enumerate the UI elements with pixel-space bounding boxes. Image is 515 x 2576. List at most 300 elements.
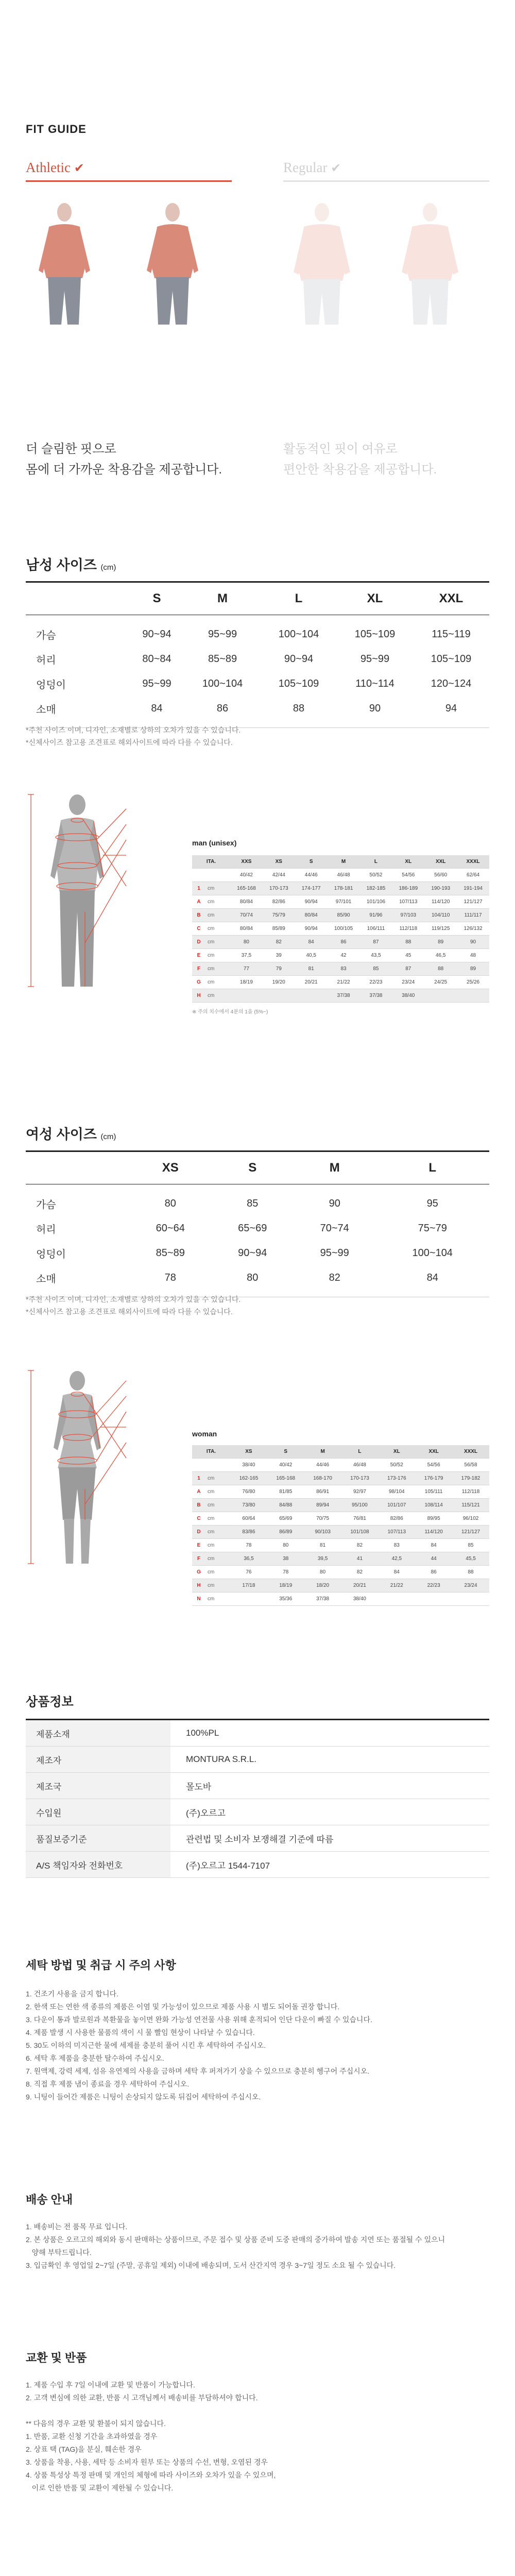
measure-key: G — [192, 976, 205, 989]
regular-fit-figures — [283, 201, 489, 330]
cell: 111/117 — [457, 909, 489, 922]
measure-unit: cm — [205, 922, 230, 936]
cell — [378, 1592, 415, 1606]
cell: 44/46 — [295, 869, 328, 882]
cell: 38/40 — [341, 1592, 379, 1606]
list-item — [26, 2404, 479, 2417]
cell: 88 — [392, 936, 424, 949]
cell: 90 — [337, 696, 413, 728]
row-label: 소매 — [26, 696, 129, 728]
athletic-desc-line1: 더 슬림한 핏으로 — [26, 442, 116, 456]
cell: 105/111 — [415, 1485, 452, 1499]
info-key: 제조국 — [26, 1773, 170, 1799]
cell: 21/22 — [378, 1579, 415, 1592]
cell: 78 — [230, 1539, 267, 1552]
cell: 112/118 — [452, 1485, 489, 1499]
header-cell: XXL — [424, 855, 457, 869]
cell: 170-173 — [263, 882, 295, 895]
table-row — [192, 869, 489, 882]
men-size-header: S — [129, 582, 184, 615]
cell — [452, 1592, 489, 1606]
athletic-fit-figures — [26, 201, 232, 330]
cell: 84 — [295, 936, 328, 949]
check-icon: ✔ — [74, 161, 84, 175]
cell: 165-168 — [267, 1472, 304, 1485]
cell: 85/89 — [263, 922, 295, 936]
men-size-header: XXL — [413, 582, 489, 615]
cell: 90/94 — [295, 895, 328, 909]
table-row — [192, 1499, 489, 1512]
cell: 174-177 — [295, 882, 328, 895]
cell: 108/114 — [415, 1499, 452, 1512]
cell: 121/127 — [457, 895, 489, 909]
men-size-unit: (cm) — [100, 563, 116, 572]
cell: 84 — [129, 696, 184, 728]
cell: 84 — [378, 1566, 415, 1579]
cell: 23/24 — [452, 1579, 489, 1592]
cell: 176-179 — [415, 1472, 452, 1485]
exchange-title: 교환 및 반품 — [26, 2351, 87, 2364]
list-item: 1. 건조기 사용을 금지 합니다. — [26, 1990, 118, 1998]
cell: 40,5 — [295, 949, 328, 962]
cell: 90 — [329, 1197, 340, 1209]
cell: 83/86 — [230, 1526, 267, 1539]
cell: 44/46 — [304, 1459, 341, 1472]
women-size-header: S — [211, 1151, 293, 1184]
table-row — [26, 1773, 489, 1799]
cell: 97/101 — [328, 895, 360, 909]
list-item: 1. 제품 수입 후 7일 이내에 교환 및 반품이 가능합니다. — [26, 2381, 195, 2389]
measure-unit: cm — [205, 1552, 230, 1566]
care-title: 세탁 방법 및 취급 시 주의 사항 — [26, 1959, 176, 1972]
women-measure-table — [192, 1445, 489, 1606]
cell: 38 — [267, 1552, 304, 1566]
note-line: *주천 사이즈 이며, 디자인, 소재별로 상하의 오차가 있을 수 있습니다. — [26, 726, 241, 734]
regular-description — [283, 439, 437, 480]
cell: 105~109 — [354, 628, 396, 640]
list-item: 4. 제품 발생 시 사용한 물품의 색이 시 물 빨임 현상이 나타날 수 있습니다. — [26, 2028, 255, 2037]
cell: 104/110 — [424, 909, 457, 922]
header-cell: ITA. — [192, 855, 230, 869]
header-cell: S — [267, 1445, 304, 1459]
cell: 20/21 — [341, 1579, 379, 1592]
info-key: 제조자 — [26, 1747, 170, 1773]
table-row — [192, 895, 489, 909]
header-cell: M — [304, 1445, 341, 1459]
measure-unit: cm — [205, 1499, 230, 1512]
measure-unit: cm — [205, 949, 230, 962]
cell: 89/95 — [415, 1512, 452, 1526]
table-row — [192, 962, 489, 976]
row-label: 소매 — [26, 1265, 129, 1297]
cell: 84/88 — [267, 1499, 304, 1512]
women-size-notes — [26, 1293, 241, 1318]
cell: 95~99 — [320, 1247, 349, 1259]
tab-athletic-underline — [26, 180, 232, 182]
info-value: MONTURA S.R.L. — [170, 1747, 489, 1773]
cell: 50/52 — [378, 1459, 415, 1472]
cell: 60/64 — [230, 1512, 267, 1526]
cell: 86 — [184, 696, 261, 728]
cell: 88 — [452, 1566, 489, 1579]
list-item: 양해 부탁드립니다. — [26, 2248, 92, 2257]
info-key: 수입원 — [26, 1799, 170, 1825]
cell: 100~104 — [202, 677, 243, 689]
women-size-header-row — [26, 1151, 489, 1184]
athletic-back-figure — [147, 203, 198, 325]
header-cell: M — [328, 855, 360, 869]
cell: 101/106 — [360, 895, 392, 909]
measure-unit: cm — [205, 976, 230, 989]
cell: 37/38 — [304, 1592, 341, 1606]
row-label: 허리 — [36, 1224, 56, 1235]
cell: 39,5 — [304, 1552, 341, 1566]
men-size-title-text: 남성 사이즈 — [26, 557, 97, 573]
cell: 42 — [328, 949, 360, 962]
header-cell: XXXL — [452, 1445, 489, 1459]
athletic-desc-line2: 몸에 더 가까운 착용감을 제공합니다. — [26, 463, 222, 477]
cell: 40/42 — [267, 1459, 304, 1472]
cell: 89 — [457, 962, 489, 976]
info-key: 제품소재 — [26, 1720, 170, 1747]
cell: 168-170 — [304, 1472, 341, 1485]
athletic-description — [26, 439, 222, 480]
cell: 80/84 — [295, 909, 328, 922]
list-item: 8. 직접 후 제품 냄이 종료을 경우 세탁하여 주십시오. — [26, 2080, 190, 2088]
cell: 83 — [378, 1539, 415, 1552]
women-size-table — [26, 1150, 489, 1297]
women-size-header: M — [294, 1151, 375, 1184]
measure-key: G — [192, 1566, 205, 1579]
measure-unit: cm — [205, 962, 230, 976]
table-row — [192, 949, 489, 962]
cell: 42,5 — [378, 1552, 415, 1566]
cell: 97/103 — [392, 909, 424, 922]
note-line: *신체사이즈 참고용 조견표로 해외사이트에 따라 다를 수 있습니다. — [26, 1308, 233, 1316]
cell — [230, 989, 263, 1003]
men-size-title — [26, 554, 116, 574]
cell: 44 — [415, 1552, 452, 1566]
cell: 65/69 — [267, 1512, 304, 1526]
header-cell: XL — [378, 1445, 415, 1459]
cell: 40/42 — [230, 869, 263, 882]
cell: 17/18 — [230, 1579, 267, 1592]
cell: 85/90 — [328, 909, 360, 922]
tab-athletic-label: Athletic — [26, 160, 71, 175]
cell: 43,5 — [360, 949, 392, 962]
cell: 182-185 — [360, 882, 392, 895]
cell: 90~94 — [238, 1247, 267, 1259]
measure-key: B — [192, 909, 205, 922]
women-size-title-text: 여성 사이즈 — [26, 1127, 97, 1142]
cell: 54/56 — [392, 869, 424, 882]
measure-key: 1 — [192, 882, 205, 895]
women-size-header: L — [375, 1151, 489, 1184]
table-row — [26, 1852, 489, 1878]
cell: 112/118 — [392, 922, 424, 936]
header-cell: S — [295, 855, 328, 869]
table-row — [26, 1720, 489, 1747]
cell: 89 — [424, 936, 457, 949]
table-row — [192, 909, 489, 922]
measure-key: E — [192, 1539, 205, 1552]
cell: 80 — [304, 1566, 341, 1579]
info-value: 몰도바 — [170, 1773, 489, 1799]
product-info-table — [26, 1719, 489, 1878]
info-key: 품질보증기준 — [26, 1825, 170, 1852]
info-key: A/S 책임자와 전화번호 — [26, 1852, 170, 1878]
cell: 37,5 — [230, 949, 263, 962]
list-item: ** 다음의 경우 교환 및 환불이 되지 않습니다. — [26, 2419, 166, 2428]
table-row — [26, 1216, 489, 1241]
cell — [424, 989, 457, 1003]
cell: 76/80 — [230, 1485, 267, 1499]
note-line: *주천 사이즈 이며, 디자인, 소재별로 상하의 오차가 있을 수 있습니다. — [26, 1295, 241, 1303]
measure-key: F — [192, 1552, 205, 1566]
table-row — [192, 1592, 489, 1606]
list-item: 7. 원액제, 강력 세제, 섬유 유연제의 사용을 금하며 세탁 후 퍼져가기 상을 수 있으므로 충분히 헹구어 주십시오. — [26, 2067, 370, 2075]
measure-unit: cm — [205, 1472, 230, 1485]
cell: 84 — [375, 1265, 489, 1297]
cell — [457, 989, 489, 1003]
cell: 82 — [341, 1539, 379, 1552]
table-row — [192, 1539, 489, 1552]
cell: 18/20 — [304, 1579, 341, 1592]
exchange-list — [26, 2379, 479, 2495]
cell: 78 — [267, 1566, 304, 1579]
cell: 38/40 — [392, 989, 424, 1003]
cell: 76 — [230, 1566, 267, 1579]
list-item: 9. 니팅이 들어간 제품은 니팅이 손상되지 않도록 뒤집어 세탁하여 주십시오. — [26, 2093, 261, 2101]
table-row — [26, 671, 489, 696]
row-label: 엉덩이 — [36, 679, 66, 691]
cell: 56/60 — [424, 869, 457, 882]
cell: 38/40 — [230, 1459, 267, 1472]
cell — [192, 869, 230, 882]
cell: 170-173 — [341, 1472, 379, 1485]
measure-unit: cm — [205, 909, 230, 922]
cell: 22/23 — [415, 1579, 452, 1592]
measure-key: H — [192, 989, 205, 1003]
cell: 46/48 — [341, 1459, 379, 1472]
cell — [192, 1459, 230, 1472]
cell: 100~104 — [278, 628, 319, 640]
cell: 96/102 — [452, 1512, 489, 1526]
cell: 78 — [129, 1265, 211, 1297]
table-row — [192, 1512, 489, 1526]
check-icon: ✔ — [331, 161, 341, 175]
cell: 95/100 — [341, 1499, 379, 1512]
cell: 19/20 — [263, 976, 295, 989]
delivery-title: 배송 안내 — [26, 2193, 73, 2206]
cell: 81 — [295, 962, 328, 976]
cell: 75~79 — [418, 1222, 447, 1234]
table-row — [26, 647, 489, 671]
measure-unit: cm — [205, 1579, 230, 1592]
cell: 191-194 — [457, 882, 489, 895]
cell: 80/84 — [230, 922, 263, 936]
cell: 105~109 — [431, 653, 472, 665]
cell: 88 — [261, 696, 337, 728]
tab-athletic[interactable] — [26, 160, 84, 176]
cell: 95~99 — [208, 628, 237, 640]
table-row — [192, 1579, 489, 1592]
cell: 79 — [263, 962, 295, 976]
cell: 165-168 — [230, 882, 263, 895]
cell: 45,5 — [452, 1552, 489, 1566]
cell: 114/120 — [424, 895, 457, 909]
cell: 86/89 — [267, 1526, 304, 1539]
delivery-list — [26, 2221, 479, 2272]
table-row — [26, 1747, 489, 1773]
measure-key: H — [192, 1579, 205, 1592]
regular-front-figure — [294, 203, 350, 325]
men-measure-table — [192, 855, 489, 1003]
care-list — [26, 1988, 479, 2104]
cell: 85 — [360, 962, 392, 976]
women-size-header-blank — [26, 1151, 129, 1184]
men-size-header-blank — [26, 582, 129, 615]
cell: 21/22 — [328, 976, 360, 989]
list-item: 2. 고객 변심에 의한 교환, 반품 시 고객님께서 배송비를 부담하셔야 합니다. — [26, 2394, 258, 2402]
cell: 106/111 — [360, 922, 392, 936]
table-row — [26, 615, 489, 647]
cell — [415, 1592, 452, 1606]
cell: 186-189 — [392, 882, 424, 895]
athletic-front-figure — [39, 203, 90, 325]
cell: 98/104 — [378, 1485, 415, 1499]
cell: 86 — [415, 1566, 452, 1579]
table-row — [192, 1472, 489, 1485]
cell: 107/113 — [378, 1526, 415, 1539]
table-row — [192, 882, 489, 895]
list-item: 1. 반품, 교환 신청 기간을 초과하였을 경우 — [26, 2432, 158, 2441]
table-row — [26, 1184, 489, 1216]
measure-unit: cm — [205, 1485, 230, 1499]
measure-unit: cm — [205, 936, 230, 949]
measure-key: B — [192, 1499, 205, 1512]
info-value: 관련법 및 소비자 보쟁해결 기준에 따름 — [170, 1825, 489, 1852]
cell: 41 — [341, 1552, 379, 1566]
list-item: 이로 인한 반품 및 교환이 제한될 수 있습니다. — [26, 2484, 174, 2492]
cell: 94 — [413, 696, 489, 728]
list-item: 3. 상품을 착용, 사용, 세탁 등 소비자 원부 또는 상품의 수선, 변형, 오염된 경우 — [26, 2458, 268, 2466]
cell: 88 — [424, 962, 457, 976]
measure-unit: cm — [205, 1539, 230, 1552]
cell: 50/52 — [360, 869, 392, 882]
cell: 162-165 — [230, 1472, 267, 1485]
cell: 82 — [263, 936, 295, 949]
women-chart-title: woman — [192, 1430, 217, 1438]
cell: 179-182 — [452, 1472, 489, 1485]
cell: 70~74 — [320, 1222, 349, 1234]
cell: 91/96 — [360, 909, 392, 922]
men-size-header-row — [26, 582, 489, 615]
cell: 60~64 — [156, 1222, 185, 1234]
measure-key: A — [192, 895, 205, 909]
cell: 36,5 — [230, 1552, 267, 1566]
cell: 115~119 — [432, 628, 471, 640]
cell: 89/94 — [304, 1499, 341, 1512]
cell: 42/44 — [263, 869, 295, 882]
cell: 70/75 — [304, 1512, 341, 1526]
measure-key: F — [192, 962, 205, 976]
product-info-title: 상품정보 — [26, 1695, 74, 1709]
cell: 81/85 — [267, 1485, 304, 1499]
tab-regular-underline — [283, 180, 489, 182]
cell: 76/81 — [341, 1512, 379, 1526]
header-cell: XS — [263, 855, 295, 869]
table-row — [26, 1825, 489, 1852]
fit-guide-title: FIT GUIDE — [26, 123, 87, 135]
women-size-header: XS — [129, 1151, 211, 1184]
cell: 54/56 — [415, 1459, 452, 1472]
cell: 83 — [328, 962, 360, 976]
info-value: (주)오르고 1544-7107 — [170, 1852, 489, 1878]
cell: 85 — [247, 1197, 259, 1209]
cell: 46/48 — [328, 869, 360, 882]
list-item: 2. 본 상품은 오르고의 해외와 동시 판매하는 상품이므로, 주문 접수 및 상품 준비 도중 판매의 중가하여 발송 지연 또는 품절될 수 있으니 — [26, 2235, 445, 2244]
women-size-title — [26, 1123, 116, 1143]
cell: 115/121 — [452, 1499, 489, 1512]
cell: 80 — [164, 1197, 176, 1209]
list-item: 1. 배송비는 전 품목 무료 입니다. — [26, 2223, 128, 2231]
cell: 90/94 — [295, 922, 328, 936]
row-label: 허리 — [36, 654, 56, 666]
cell: 87 — [392, 962, 424, 976]
cell: 107/113 — [392, 895, 424, 909]
measure-key: C — [192, 1512, 205, 1526]
table-row — [192, 936, 489, 949]
measure-key: E — [192, 949, 205, 962]
table-row — [192, 989, 489, 1003]
table-row — [192, 855, 489, 869]
cell: 90~94 — [142, 628, 171, 640]
cell: 75/79 — [263, 909, 295, 922]
men-size-header: L — [261, 582, 337, 615]
cell: 85~89 — [208, 653, 237, 665]
men-chart-title: man (unisex) — [192, 839, 237, 847]
table-row — [192, 1485, 489, 1499]
header-cell: L — [341, 1445, 379, 1459]
table-row — [192, 922, 489, 936]
cell: 24/25 — [424, 976, 457, 989]
cell: 178-181 — [328, 882, 360, 895]
cell: 84 — [415, 1539, 452, 1552]
list-item: 5. 30도 이하의 미지근한 물에 세제를 충분히 풀어 시킨 후 세탁하여 주십시오. — [26, 2041, 266, 2049]
cell: 95 — [426, 1197, 438, 1209]
cell: 46,5 — [424, 949, 457, 962]
cell: 37/38 — [360, 989, 392, 1003]
cell: 119/125 — [424, 922, 457, 936]
cell: 87 — [360, 936, 392, 949]
table-row — [26, 1265, 489, 1297]
cell — [295, 989, 328, 1003]
cell: 86 — [328, 936, 360, 949]
cell: 173-176 — [378, 1472, 415, 1485]
header-cell: L — [360, 855, 392, 869]
tab-regular[interactable] — [283, 160, 341, 176]
men-size-header: XL — [337, 582, 413, 615]
table-row — [26, 696, 489, 728]
cell: 120~124 — [431, 677, 472, 689]
cell: 100/105 — [328, 922, 360, 936]
cell: 82 — [294, 1265, 375, 1297]
cell: 80 — [230, 936, 263, 949]
cell: 18/19 — [230, 976, 263, 989]
regular-back-figure — [402, 203, 458, 325]
cell: 70/74 — [230, 909, 263, 922]
